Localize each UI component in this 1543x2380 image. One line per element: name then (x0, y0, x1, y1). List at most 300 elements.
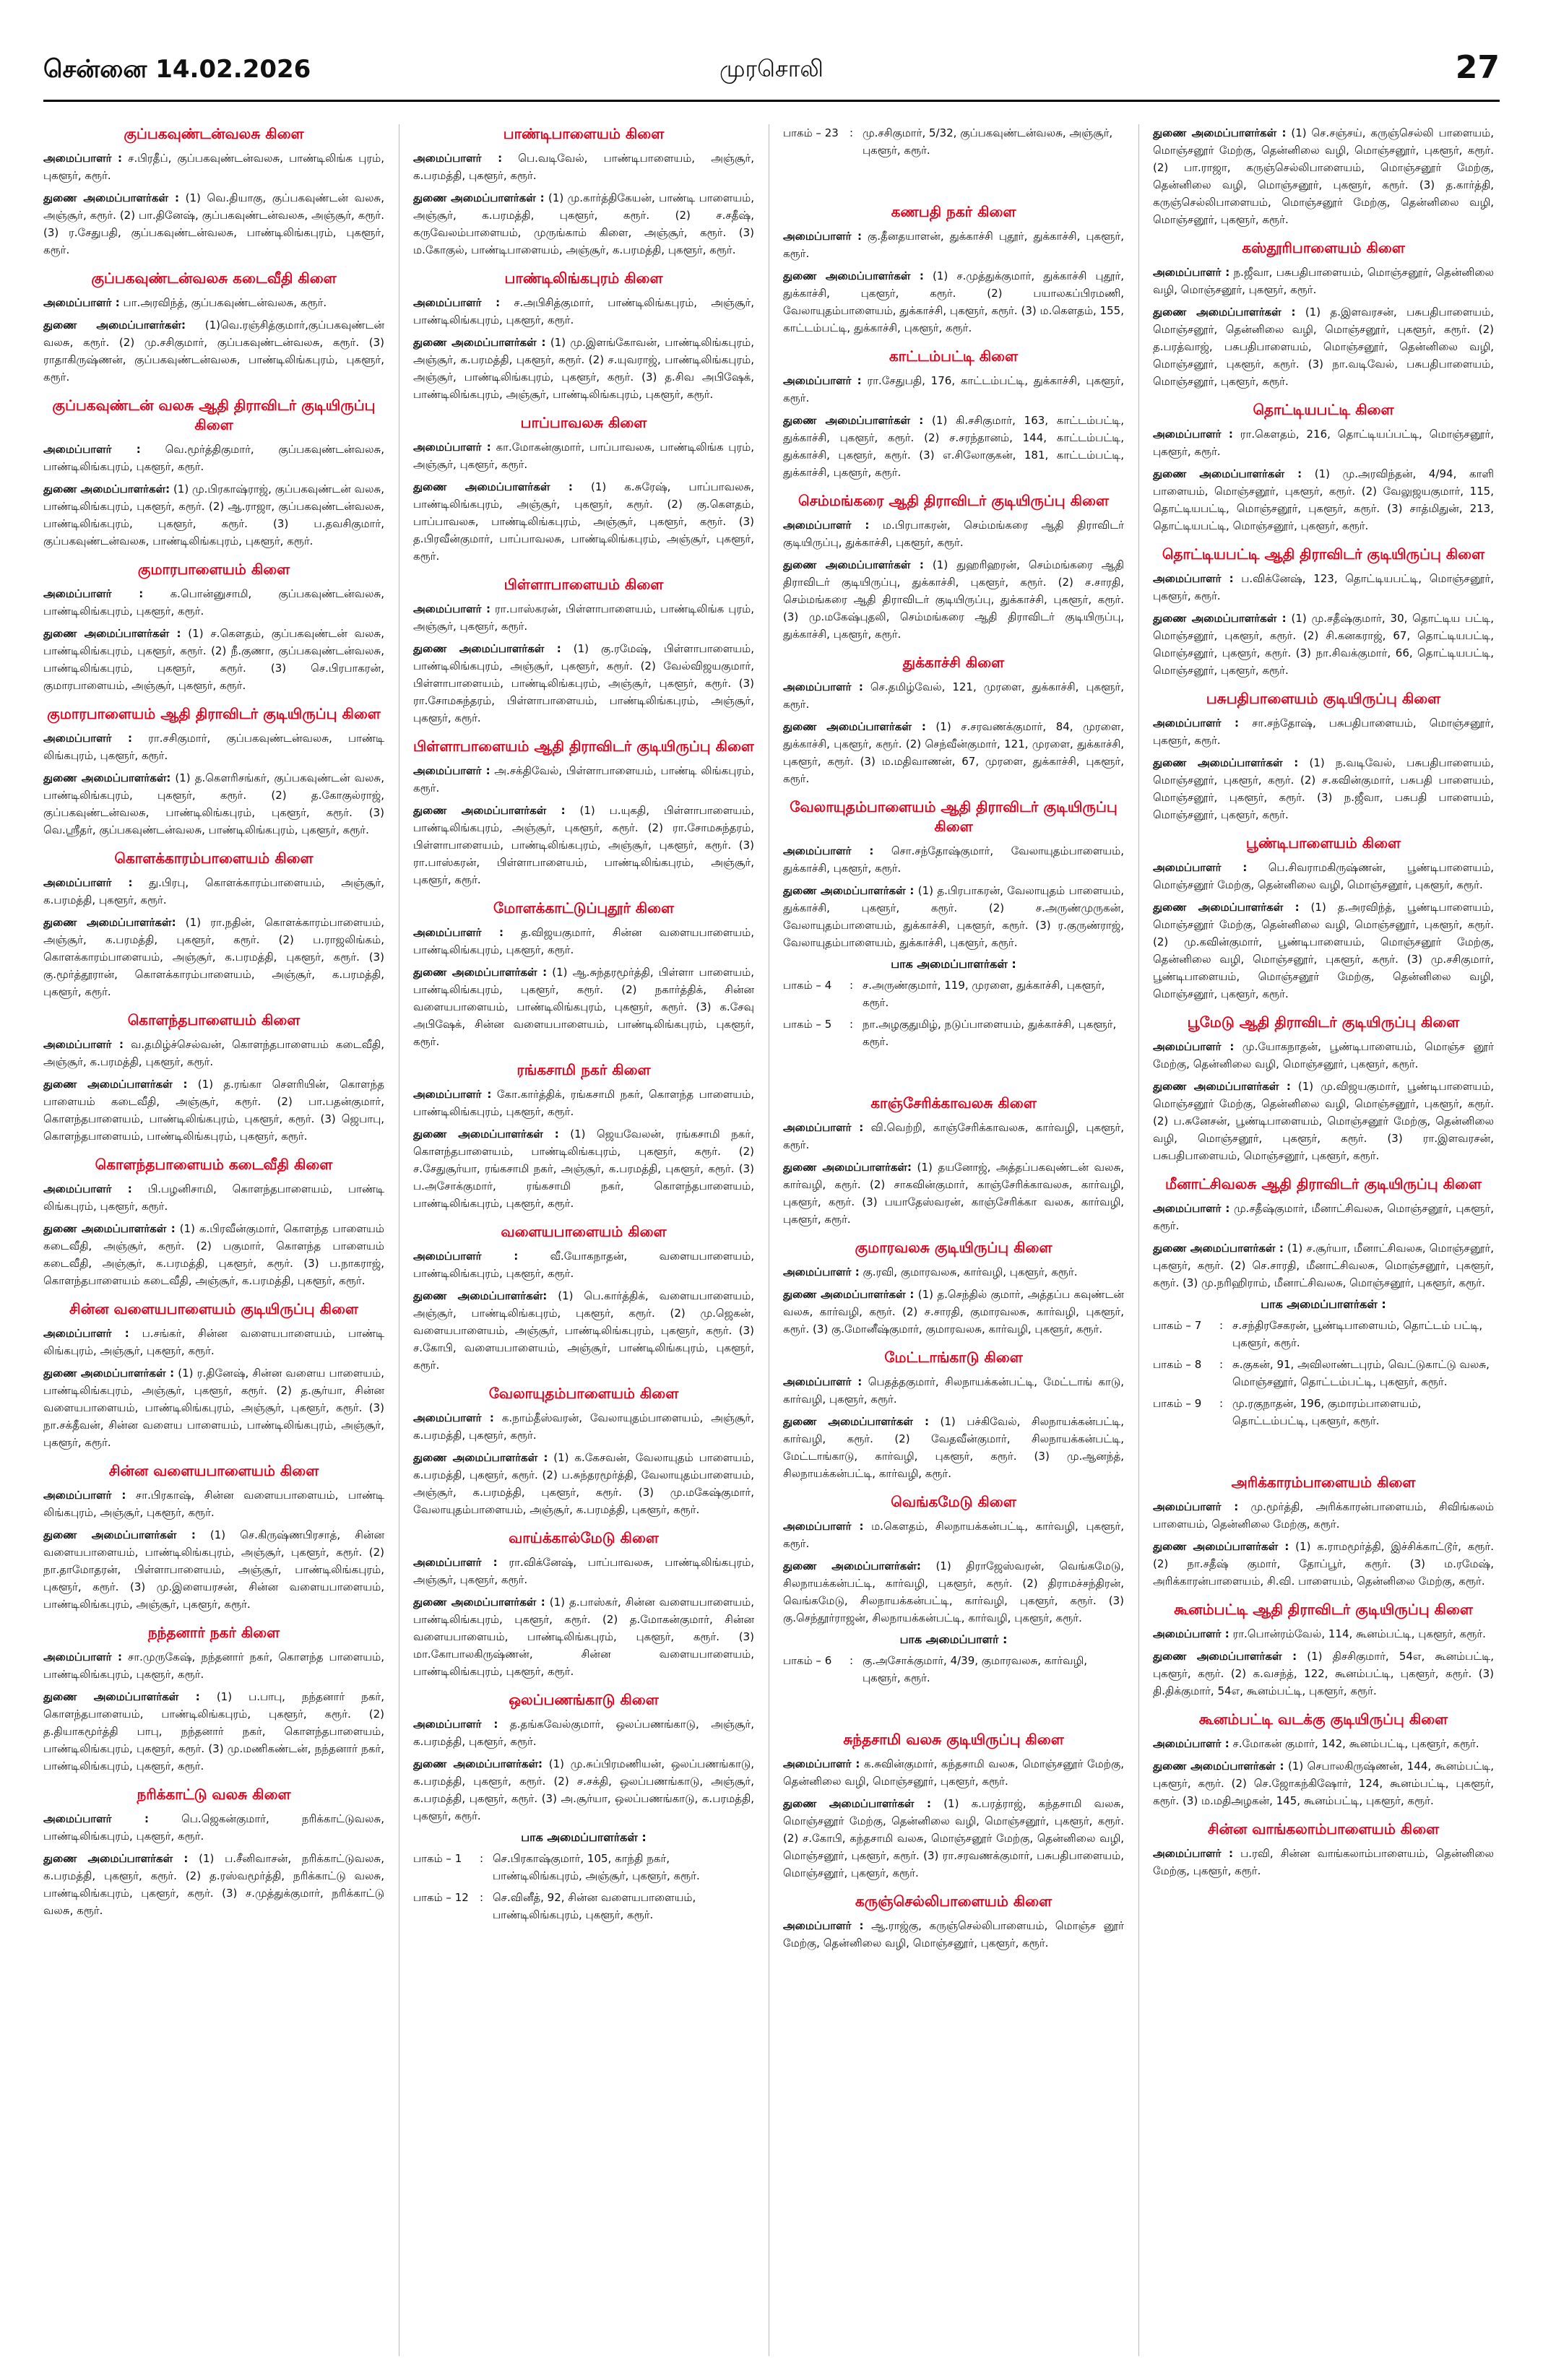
separator: : (1219, 1319, 1224, 1332)
booth-organiser-details: நா.அழகுதுமிழ், நடுப்பாளையம், துக்காச்சி, புகளூர், கரூர். (863, 1018, 1117, 1048)
booth-organiser-row (783, 124, 1124, 159)
appointment-entry (1153, 1538, 1494, 1590)
appointment-entry (783, 1119, 1124, 1154)
appointee-details: கு.தீனதயாளன், துக்காச்சி புதூர், துக்காச்சி, புகளூர், கரூர். (783, 230, 1124, 260)
booth-organisers-heading: பாக அமைப்பாளர்கள் : (1261, 1297, 1386, 1311)
appointee-details: செ.தமிழ்வேல், 121, முரளை, துக்காச்சி, புகளூர், கரூர். (783, 680, 1124, 711)
role-label: அமைப்பாளர் : (413, 602, 490, 615)
appointee-details: வி.வெற்றி, காஞ்சேரிக்காவலசு, கார்வழி, புகளூர், கரூர். (783, 1121, 1124, 1151)
branch-heading: வாய்க்கால்மேடு கிளை (509, 1529, 659, 1546)
role-label: துணை அமைப்பாளர்கள்: (43, 771, 171, 784)
appointee-details: பெதத்தகுமார், சிலநாயக்கன்பட்டி, மேட்டாங் காடு, கார்வழி, புகளூர், கரூர். (783, 1375, 1124, 1406)
role-label: அமைப்பாளர் : (413, 1411, 494, 1424)
branch-heading: பாப்பாவலசு கிளை (520, 414, 647, 431)
appointment-entry (1153, 1625, 1494, 1643)
appointee-details: ப.சங்கர், சின்ன வளையபாளையம், பாண்டி லிங்கபுரம், அஞ்சூர், புகளூர், கரூர். (43, 1327, 384, 1357)
appointment-entry (783, 1263, 1124, 1281)
appointment-entry (43, 625, 384, 694)
appointee-details: (1) ரா.நதின், கொளக்காரம்பாளையம், அஞ்சூர், க.பரமத்தி, புகளூர், கரூர். (2) ப.ராஜலிங்கம், கொளக்காரம்பாளையம், அஞ்சூர், க.பரமத்தி, புகளூர், கரூர். (3) கு.மூர்த்தூரான், கொளக்காரம்பாளையம், அஞ்சூர், க.பரமத்தி, புகளூர், கரூர். (43, 916, 384, 998)
role-label: அமைப்பாளர் : (43, 1812, 150, 1825)
role-label: அமைப்பாளர் : (1153, 1500, 1239, 1513)
role-label: அமைப்பாளர் : (413, 1556, 498, 1569)
appointee-details: பெ.ஜெகன்குமார், நரிக்காட்டுவலசு, பாண்டிலிங்கபுரம், புகளூர், கரூர். (43, 1812, 384, 1843)
role-label: அமைப்பாளர் : (783, 680, 863, 693)
role-label: துணை அமைப்பாளர்கள் : (413, 1451, 548, 1464)
spacer (783, 163, 1124, 192)
role-label: அமைப்பாளர் : (783, 230, 862, 243)
appointee-details: (1) க.கேசவன், வேலாயுதம் பாளையம், க.பரமத்தி, புகளூர், கரூர். (2) ப.சுந்தரமூர்த்தி, வேலாயுதம்பாளையம், அஞ்சூர், க.பரமத்தி, புகளூர், கரூர். (3) மு.மகேஷ்குமார், வேலாயுதம்பாளையம், அஞ்சூர், க.பரமத்தி, புகளூர், கரூர். (413, 1451, 754, 1516)
appointment-entry (413, 1287, 754, 1374)
role-label: துணை அமைப்பாளர்கள் : (413, 336, 546, 349)
role-label: அமைப்பாளர் : (783, 1265, 860, 1278)
appointment-entry (43, 1036, 384, 1070)
appointee-details: (1) மு.கார்த்திகேயன், பாண்டி பாளையம், அஞ்சூர், க.பரமத்தி, புகளூர், கரூர். (2) ச.சதீஷ், கருவேலம்பாளையம், முருங்காம் கிளை, அஞ்சூர், கரூர். (3) ம.கோகுல், பாண்டிபாளையம், அஞ்சூர், க.பரமத்தி, புகளூர், கரூர். (413, 191, 754, 256)
branch-heading: அரிக்காரம்பாளையம் கிளை (1231, 1474, 1416, 1491)
appointment-entry (783, 1159, 1124, 1228)
appointee-details: (1) வெ.தியாகு, குப்பகவுண்டன் வலசு, அஞ்சூர், கரூர். (2) பா.தினேஷ், குப்பகவுண்டன்வலசு, அஞ்சூர், கரூர். (3) ர.சேதுபதி, குப்பகவுண்டன்வலசு, பாண்டிலிங்கபுரம், புகளூர், கரூர். (43, 191, 384, 256)
separator: : (850, 1654, 854, 1667)
role-label: அமைப்பாளர் : (783, 1375, 863, 1388)
appointee-details: (1) த.பிரபாகரன், வேலாயுதம் பாளையம், துக்காச்சி, புகளூர், கரூர். (2) ச.அருண்முருகன், வேலாயுதம்பாளையம், துக்காச்சி, புகளூர், கரூர். (3) ர.குருண்ராஜ், வேலாயுதம்பாளையம், துக்காச்சி, புகளூர், கரூர். (783, 884, 1124, 949)
booth-organiser-row (783, 1652, 1124, 1687)
role-label: துணை அமைப்பாளர்கள் : (1153, 1540, 1289, 1553)
appointment-entry (413, 150, 754, 184)
role-label: அமைப்பாளர் : (413, 1718, 498, 1731)
appointment-entry (1153, 264, 1494, 298)
appointee-details: மு.மூர்த்தி, அரிக்காரன்பாளையம், சிவிங்கலம் பாளையம், தென்னிலை மேற்கு, கரூர். (1153, 1500, 1494, 1531)
appointment-entry (783, 412, 1124, 481)
appointment-entry (1153, 124, 1494, 228)
booth-organiser-details: கு.அசோக்குமார், 4/39, குமாரவலசு, கார்வழி, புகளூர், கரூர். (863, 1654, 1087, 1684)
branch-heading: நரிக்காட்டு வலசு கிளை (137, 1786, 291, 1803)
branch-heading: தொட்டியபட்டி கிளை (1253, 401, 1394, 418)
appointee-details: பெ.வடிவேல், பாண்டிபாளையம், அஞ்சூர், க.பரமத்தி, புகளூர், கரூர். (413, 152, 754, 182)
role-label: துணை அமைப்பாளர்கள் : (1153, 467, 1302, 480)
appointment-entry (413, 438, 754, 473)
branch-heading: வெங்கமேடு கிளை (891, 1493, 1016, 1510)
branch-heading: பாண்டிலிங்கபுரம் கிளை (504, 269, 663, 287)
appointee-details: (1) த.அரவிந்த், பூண்டிபாளையம், மொஞ்சனூர் மேற்கு, தென்னிலை வழி, மொஞ்சனூர், புகளூர், கரூர். (2) மு.கவின்குமார், பூண்டிபாளையம், மொஞ்சனூர் மேற்கு, தென்னிலை வழி, மொஞ்சனூர், புகளூர், கரூர். (3) மு.சசிகுமார், பூண்டிபாளையம், மொஞ்சனூர் மேற்கு, தென்னிலை வழி, மொஞ்சனூர், புகளூர், கரூர். (1153, 901, 1494, 1000)
appointment-entry (413, 1086, 754, 1120)
appointment-entry (1153, 1498, 1494, 1533)
appointment-entry (1153, 425, 1494, 460)
appointment-entry (43, 585, 384, 620)
booth-number: பாகம் – 4 (783, 979, 832, 992)
role-label: அமைப்பாளர் : (43, 1650, 122, 1663)
role-label: துணை அமைப்பாளர்கள் : (413, 804, 566, 817)
appointee-details: மு.யோகநாதன், பூண்டிபாளையம், மொஞ்ச னூர் மேற்கு, தென்னிலை வழி, மொஞ்சனூர், புகளூர், கரூர். (1153, 1040, 1494, 1070)
appointee-details: (1)வெ.ரஞ்சித்குமார்,குப்பகவுண்டன் வலசு, கரூர். (2) மு.சசிகுமார், குப்பகவுண்டன்வலசு, கரூர். (3) ராதாகிருஷ்ணன், குப்பகவுண்டன்வலசு, பாண்டிலிங்கபுரம், புகளூர், கரூர். (43, 319, 384, 384)
separator: : (1219, 1397, 1224, 1410)
appointee-details: ரா.விக்னேஷ், பாப்பாவலசு, பாண்டிலிங்கபுரம், அஞ்சூர், புகளூர், கரூர். (413, 1556, 754, 1586)
appointee-details: ச.அபிசித்குமார், பாண்டிலிங்கபுரம், அஞ்சூர், பாண்டிலிங்கபுரம், புகளூர், கரூர். (413, 296, 754, 326)
role-label: துணை அமைப்பாளர்கள்: (413, 1757, 543, 1770)
role-label: அமைப்பாளர் : (43, 152, 123, 165)
appointee-details: (1) கு.ரமேஷ், பிள்ளாபாளையம், பாண்டிலிங்கபுரம், அஞ்சூர், புகளூர், கரூர். (2) வேல்விஜயகுமார், பிள்ளாபாளையம், பாண்டிலிங்கபுரம், அஞ்சூர், புகளூர், கரூர். (3) ரா.சோமசுந்தரம், பிள்ளாபாளையம், பாண்டிலிங்கபுரம், அஞ்சூர், புகளூர், கரூர். (413, 642, 754, 724)
branch-heading: துக்காச்சி கிளை (902, 654, 1005, 671)
branch-heading: பசுபதிபாளையம் குடியிருப்பு கிளை (1206, 690, 1441, 707)
appointee-details: (1) பெ.கார்த்திக், வளையபாளையம், அஞ்சூர், பாண்டிலிங்கபுரம், புகளூர், கரூர். (2) மு.ஜெகன், வளையபாளையம், அஞ்சூர், பாண்டிலிங்கபுரம், புகளூர், கரூர். (3) ச.கோபி, வளையபாளையம், அஞ்சூர், பாண்டிலிங்கபுரம், புகளூர், கரூர். (413, 1289, 754, 1372)
role-label: அமைப்பாளர் : (43, 1038, 124, 1051)
appointee-details: (1) கி.சசிகுமார், 163, காட்டம்பட்டி, துக்காச்சி, புகளூர், கரூர். (2) ச.சரந்தானம், 144, காட்டம்பட்டி, துக்காச்சி, புகளூர், கரூர். (3) எ.சிலோகுகன், 181, காட்டம்பட்டி, துக்காச்சி, புகளூர், கரூர். (783, 414, 1124, 479)
role-label: அமைப்பாளர் : (1153, 266, 1230, 279)
role-label: துணை அமைப்பாளர்கள் : (1153, 756, 1299, 769)
appointment-entry (413, 478, 754, 565)
booth-number: பாகம் – 7 (1153, 1319, 1202, 1332)
role-label: அமைப்பாளர் : (43, 296, 120, 309)
role-label: துணை அமைப்பாளர்கள் : (783, 1415, 929, 1428)
booth-number: பாகம் – 9 (1153, 1397, 1202, 1410)
role-label: துணை அமைப்பாளர்கள்: (413, 1289, 548, 1302)
role-label: துணை அமைப்பாளர்கள்: (43, 916, 176, 929)
branch-heading: நந்தனார் நகர் கிளை (147, 1624, 280, 1641)
appointment-entry (1153, 1648, 1494, 1700)
role-label: அமைப்பாளர் : (413, 152, 503, 165)
appointee-details: (1) திராஜேஸ்வரன், வெங்கமேடு, சிலநாயக்கன்பட்டி, கார்வழி, புகளூர், கரூர். (2) திராமச்சந்திரன், வெங்கமேடு, சிலநாயக்கன்பட்டி, கார்வழி, புகளூர், கரூர். (3) கு.செந்தூர்ராஜன், சிலநாயக்கன்பட்டி, கார்வழி, புகளூர், கரூர். (783, 1559, 1124, 1624)
booth-organiser-details: செ.பிரகாஷ்குமார், 105, காந்தி நகர், பாண்டிலிங்கபுரம், அஞ்சூர், புகளூர், கரூர். (493, 1852, 700, 1882)
appointment-entry (1153, 1200, 1494, 1234)
role-label: துணை அமைப்பாளர்கள் : (43, 1078, 188, 1091)
appointment-entry (413, 1247, 754, 1282)
appointment-entry (43, 1220, 384, 1289)
branch-heading: சின்ன வளையபாளையம் கிளை (108, 1462, 319, 1479)
branch-heading: வளையபாளையம் கிளை (501, 1223, 667, 1240)
appointee-details: (1) க.பிரவீன்குமார், கொளந்த பாளையம் கடைவீதி, அஞ்சூர், கரூர். (2) பகுமார், கொளந்த பாளையம் கடைவீதி, அஞ்சூர், க.பரமத்தி, புகளூர், கரூர். (3) ப.நாகராஜ், கொளந்தபாளையம் கடைவீதி, அஞ்சூர், க.பரமத்தி, புகளூர், கரூர். (43, 1222, 384, 1287)
appointee-details: பா.அரவிந்த், குப்பகவுண்டன்வலசு, கரூர். (119, 296, 327, 309)
booth-organiser-details: மு.சசிகுமார், 5/32, குப்பகவுண்டன்வலசு, அஞ்சூர், புகளூர், கரூர். (863, 126, 1113, 157)
appointment-entry (413, 1715, 754, 1750)
appointee-details: வெ.மூர்த்திகுமார், குப்பகவுண்டன்வலசு, பாண்டிலிங்கபுரம், புகளூர், கரூர். (43, 443, 384, 473)
appointee-details: (1) ச.கௌதம், குப்பகவுண்டன் வலசு, பாண்டிலிங்கபுரம், புகளூர், கரூர். (2) நீ.குணா, குப்பகவுண்டன்வலசு, பாண்டிலிங்கபுரம், புகளூர், கரூர். (3) செ.பிரபாகரன், குமாரபாளையம், அஞ்சூர், புகளூர், கரூர். (43, 627, 384, 692)
appointment-entry (783, 1755, 1124, 1790)
appointment-entry (783, 718, 1124, 787)
column-2 (413, 124, 754, 2356)
role-label: துணை அமைப்பாளர்கள் : (43, 1367, 175, 1380)
appointment-entry (1153, 610, 1494, 679)
branch-heading: சின்ன வாங்கலாம்பாளையம் கிளை (1207, 1820, 1440, 1838)
booth-organiser-row (413, 1889, 754, 1924)
role-label: துணை அமைப்பாளர்கள் : (43, 1690, 200, 1703)
role-label: துணை அமைப்பாளர்கள் : (1153, 901, 1300, 914)
role-label: துணை அமைப்பாளர்கள் : (43, 1528, 196, 1541)
appointment-entry (413, 1755, 754, 1825)
role-label: அமைப்பாளர் : (783, 1520, 864, 1533)
spacer (1153, 1434, 1494, 1463)
appointee-details: (1) மு.இளங்கோவன், பாண்டிலிங்கபுரம், அஞ்சூர், க.பரமத்தி, புகளூர், கரூர். (2) ச.யுவராஜ், பாண்டிலிங்கபுரம், அஞ்சூர், பாண்டிலிங்கபுரம், புகளூர், கரூர். (3) த.சிவ அபிஷேக், பாண்டிலிங்கபுரம், அஞ்சூர், பாண்டிலிங்கபுரம், புகளூர், கரூர். (413, 336, 754, 401)
role-label: துணை அமைப்பாளர்கள் : (783, 1288, 915, 1301)
separator: : (850, 979, 854, 992)
appointment-entry (43, 1850, 384, 1919)
appointee-details: (1) மு.சுப்பிரமணியன், ஒலப்பணங்காடு, க.பரமத்தி, புகளூர், கரூர். (2) ச.சக்தி, ஒலப்பணங்காடு, அஞ்சூர், க.பரமத்தி, புகளூர், கரூர். (3) அ.சூர்யா, ஒலப்பணங்காடு, க.பரமத்தி, புகளூர், கரூர். (413, 1757, 754, 1822)
branch-heading: மேட்டாங்காடு கிளை (884, 1349, 1023, 1366)
role-label: துணை அமைப்பாளர்கள் : (783, 720, 926, 733)
appointment-entry (1153, 303, 1494, 390)
role-label: அமைப்பாளர் : (1153, 717, 1239, 730)
appointee-details: ம.கௌதம், சிலநாயக்கன்பட்டி, கார்வழி, புகளூர், கரூர். (783, 1520, 1124, 1550)
article-columns (43, 124, 1500, 2356)
appointment-entry (43, 316, 384, 386)
role-label: துணை அமைப்பாளர்கள் : (43, 191, 180, 204)
appointee-details: (1) த.பாஸ்கர், சின்ன வளையபாளையம், பாண்டிலிங்கபுரம், புகளூர், கரூர். (2) த.மோகன்குமார், சின்ன வளையபாளையம், பாண்டிலிங்கபுரம், புகளூர், கரூர். (3) மா.கோபாலகிருஷ்ணன், சின்ன வளையபாளையம், பாண்டிலிங்கபுரம், புகளூர், கரூர். (413, 1596, 754, 1678)
role-label: துணை அமைப்பாளர்கள்: (43, 483, 170, 496)
appointee-details: ப.ரவி, சின்ன வாங்கலாம்பாளையம், தென்னிலை மேற்கு, புகளூர், கரூர். (1153, 1847, 1494, 1877)
appointee-details: (1) செபாலகிருஷ்ணன், 144, கூனம்பட்டி, புகளூர், கரூர். (2) செ.ஜோகந்கிஷோர், 124, கூனம்பட்டி, புகளூர், கரூர். (3) ம.மதிஅழகன், 145, கூனம்பட்டி, புகளூர், கரூர். (1153, 1760, 1494, 1807)
appointee-details: க.நாம்தீஸ்வரன், வேலாயுதம்பாளையம், அஞ்சூர், க.பரமத்தி, புகளூர், கரூர். (413, 1411, 754, 1442)
appointment-entry (783, 1795, 1124, 1882)
role-label: துணை அமைப்பாளர்கள் : (1153, 1650, 1297, 1663)
role-label: அமைப்பாளர் : (413, 296, 501, 309)
appointment-entry (43, 1526, 384, 1613)
role-label: துணை அமைப்பாளர்கள் : (413, 480, 573, 493)
role-label: துணை அமைப்பாளர்கள் : (1153, 612, 1287, 625)
role-label: துணை அமைப்பாளர்கள் : (413, 642, 561, 655)
branch-heading: குப்பகவுண்டன் வலசு ஆதி திராவிடர் குடியிருப்பு கிளை (52, 397, 376, 433)
branch-heading: மீனாட்சிவலசு ஆதி திராவிடர் குடியிருப்பு கிளை (1165, 1175, 1482, 1193)
appointment-entry (413, 1409, 754, 1444)
role-label: அமைப்பாளர் : (1153, 1847, 1234, 1860)
branch-heading: கொளந்தபாளையம் கிளை (127, 1011, 301, 1029)
appointee-details: ச.பிரதீப், குப்பகவுண்டன்வலசு, பாண்டிலிங்க புரம், புகளூர், கரூர். (43, 152, 384, 182)
role-label: துணை அமைப்பாளர்கள் : (783, 884, 915, 897)
role-label: துணை அமைப்பாளர்கள் : (413, 191, 545, 204)
column-1 (43, 124, 384, 2356)
appointment-entry (43, 1076, 384, 1145)
role-label: துணை அமைப்பாளர்கள் : (1153, 126, 1287, 139)
appointment-entry (413, 1593, 754, 1680)
booth-number: பாகம் – 12 (413, 1891, 469, 1904)
role-label: அமைப்பாளர் : (1153, 1737, 1229, 1750)
booth-organiser-details: ச.அருண்குமார், 119, முரளை, துக்காச்சி, புகளூர், கரூர். (863, 979, 1105, 1009)
appointment-entry (413, 189, 754, 259)
appointment-entry (783, 1413, 1124, 1482)
column-3 (783, 124, 1124, 2356)
appointee-details: (1) மு.அரவிந்தன், 4/94, காளி பாளையம், மொஞ்சனூர், புகளூர், கரூர். (2) வேலுஜயகுமார், 115, தொட்டியபட்டி, மொஞ்சனூர், புகளூர், கரூர். (3) சாத்மிதுன், 213, தொட்டியபட்டி, மொஞ்சனூர், புகளூர், கரூர். (1153, 467, 1494, 532)
appointee-details: க.பொன்னுசாமி, குப்பகவுண்டன்வலசு, பாண்டிலிங்கபுரம், புகளூர், கரூர். (43, 587, 384, 618)
separator: : (850, 1018, 854, 1031)
appointee-details: ரா.சேதுபதி, 176, காட்டம்பட்டி, துக்காச்சி, புகளூர், கரூர். (783, 374, 1124, 404)
branch-heading: கூனம்பட்டி ஆதி திராவிடர் குடியிருப்பு கிளை (1174, 1601, 1473, 1618)
role-label: அமைப்பாளர் : (43, 1182, 132, 1195)
role-label: துணை அமைப்பாளர்கள் : (1153, 306, 1296, 319)
role-label: அமைப்பாளர் : (413, 1250, 519, 1263)
role-label: அமைப்பாளர் : (783, 519, 870, 532)
appointment-entry (783, 1286, 1124, 1338)
booth-organisers-heading: பாக அமைப்பாளர்கள் : (521, 1830, 647, 1844)
branch-heading: சின்ன வளையபாளையம் குடியிருப்பு கிளை (69, 1300, 358, 1317)
booth-organiser-details: ச.சந்திரசேகரன், பூண்டிபாளையம், தொட்டம் பட்டி, புகளூர், கரூர். (1232, 1319, 1483, 1349)
role-label: அமைப்பாளர் : (783, 374, 862, 387)
appointment-entry (1153, 1757, 1494, 1809)
appointee-details: க.சுவின்குமார், கந்தசாமி வலசு, மொஞ்சனூர் மேற்கு, தென்னிலை வழி, மொஞ்சனூர், புகளூர், கரூர். (783, 1757, 1124, 1788)
appointment-entry (43, 1364, 384, 1451)
role-label: அமைப்பாளர் : (413, 764, 490, 777)
appointment-entry (413, 1554, 754, 1588)
branch-heading: மோளக்காட்டுப்புதூர் கிளை (493, 899, 675, 917)
role-label: அமைப்பாளர் : (43, 876, 133, 889)
branch-heading: பிள்ளாபாளையம் கிளை (503, 576, 664, 593)
appointment-entry (783, 267, 1124, 337)
booth-organiser-row (1153, 1395, 1494, 1429)
appointment-entry (43, 441, 384, 475)
appointee-details: அ.சக்திவேல், பிள்ளாபாளையம், பாண்டி லிங்கபுரம், கரூர். (413, 764, 754, 795)
appointment-entry (1153, 754, 1494, 823)
appointment-entry (43, 1810, 384, 1845)
appointee-details: (1) செ.சஞ்சய், கருஞ்செல்லி பாளையம், மொஞ்சனூர் மேற்கு, தென்னிலை வழி, மொஞ்சனூர், புகளூர், கரூர். (2) பா.ராஜா, கருஞ்செல்லிபாளையம், மொஞ்சனூர் மேற்கு, தென்னிலை வழி, மொஞ்சனூர், புகளூர், கரூர். (3) த.கார்த்தி, கருஞ்செல்லிபாளையம், மொஞ்சனூர் மேற்கு, தென்னிலை வழி, மொஞ்சனூர், புகளூர், கரூர். (1153, 126, 1494, 226)
role-label: துணை அமைப்பாளர்கள்: (43, 319, 186, 332)
appointee-details: (1) ச.சூர்யா, மீனாட்சிவலசு, மொஞ்சனூர், புகளூர், கரூர். (2) செ.சாரதி, மீனாட்சிவலசு, மொஞ்சனூர், புகளூர், கரூர். (3) மு.நரிஹிராம், மீனாட்சிவலசு, மொஞ்சனூர், புகளூர், கரூர். (1153, 1242, 1494, 1289)
branch-heading: கொளந்தபாளையம் கடைவீதி கிளை (95, 1156, 333, 1173)
role-label: அமைப்பாளர் : (43, 732, 133, 745)
appointee-details: (1) பச்கிவேல், சிலநாயக்கன்பட்டி, கார்வழி, கரூர். (2) வேதவீன்குமார், சிலநாயக்கன்பட்டி, மேட்டாங்காடு, கார்வழி, புகளூர், கரூர். (3) மு.ஆனந்த், சிலநாயக்கன்பட்டி, கார்வழி, கரூர். (783, 1415, 1124, 1480)
appointment-entry (43, 1325, 384, 1359)
spacer (783, 1055, 1124, 1083)
appointee-details: ந.ஜீவா, பசுபதிபாளையம், மொஞ்சனூர், தென்னிலை வழி, மொஞ்சனூர், புகளூர், கரூர். (1153, 266, 1494, 296)
branch-heading: காஞ்சேரிக்காவலசு கிளை (870, 1094, 1037, 1112)
role-label: அமைப்பாளர் : (1153, 1040, 1235, 1053)
booth-number: பாகம் – 1 (413, 1852, 462, 1865)
role-label: அமைப்பாளர் : (1153, 861, 1248, 874)
appointment-entry (43, 1648, 384, 1683)
appointee-details: (1) மு.விஜயகுமார், பூண்டிபாளையம், மொஞ்சனூர் மேற்கு, தென்னிலை வழி, மொஞ்சனூர், புகளூர், கரூர். (2) ப.சுனேசன், பூண்டிபாளையம், மொஞ்சனூர் மேற்கு, தென்னிலை வழி, மொஞ்சனூர், புகளூர், கரூர். (3) ரா.இளவரசன், பசுபதிபாளையம், மொஞ்சனூர், புகளூர், கரூர். (1153, 1080, 1494, 1162)
appointee-details: த.விஜயகுமார், சின்ன வளையபாளையம், பாண்டிலிங்கபுரம், புகளூர், கரூர். (413, 926, 754, 956)
branch-heading: செம்மங்கரை ஆதி திராவிடர் குடியிருப்பு கிளை (798, 492, 1109, 509)
appointment-entry (1153, 465, 1494, 535)
branch-heading: குமாரபாளையம் கிளை (137, 561, 290, 578)
branch-heading: கூனம்பட்டி வடக்கு குடியிருப்பு கிளை (1198, 1710, 1448, 1728)
appointee-details: (1) மு.பிரகாஷ்ராஜ், குப்பகவுண்டன் வலசு, பாண்டிலிங்கபுரம், புகளூர், கரூர். (2) ஆ.ராஜா, குப்பகவுண்டன்வலசு, பாண்டிலிங்கபுரம், புகளூர், கரூர். (3) ப.தவசிகுமார், குப்பகவுண்டன்வலசு, பாண்டிலிங்கபுரம், புகளூர், கரூர். (43, 483, 384, 548)
role-label: அமைப்பாளர் : (783, 844, 874, 857)
appointee-details: ரா.கௌதம், 216, தொட்டியப்பட்டி, மொஞ்சனூர், புகளூர், கரூர். (1153, 428, 1494, 458)
appointee-details: சா.முருகேஷ், நந்தனார் நகர், கொளந்த பாளையம், பாண்டிலிங்கபுரம், புகளூர், கரூர். (43, 1650, 384, 1681)
appointment-entry (413, 924, 754, 959)
spacer (783, 1691, 1124, 1720)
appointee-details: (1) ச.சரவணக்குமார், 84, முரளை, துக்காச்சி, புகளூர், கரூர். (2) செந்வீன்குமார், 121, முரளை, துக்காச்சி, புகளூர், கரூர். (3) ம.மதிவாணன், 67, முரளை, துக்காச்சி, புகளூர், கரூர். (783, 720, 1124, 785)
separator: : (480, 1891, 484, 1904)
appointee-details: ரா.பொன்ரம்வேல், 114, கூனம்பட்டி, புகளூர், கரூர். (1229, 1627, 1486, 1640)
appointee-details: பி.பழனிசாமி, கொளந்தபாளையம், பாண்டி லிங்கபுரம், புகளூர், கரூர். (43, 1182, 384, 1213)
appointee-details: (1) க.சுரேஷ், பாப்பாவலசு, பாண்டிலிங்கபுரம், அஞ்சூர், புகளூர், கரூர். (2) கு.கௌதம், பாப்பாவலசு, பாண்டிலிங்கபுரம், அஞ்சூர், புகளூர், கரூர். (3) த.பிரவீன்குமார், பாப்பாவலசு, பாண்டிலிங்கபுரம், அஞ்சூர், புகளூர், கரூர். (413, 480, 754, 563)
role-label: அமைப்பாளர் : (43, 1327, 129, 1340)
appointee-details: வீ.யோகநாதன், வளையபாளையம், பாண்டிலிங்கபுரம், புகளூர், கரூர். (413, 1250, 754, 1280)
appointment-entry (413, 964, 754, 1050)
appointment-entry (43, 914, 384, 1000)
booth-organiser-details: சு.குகன், 91, அவிலாண்டபுரம், வெட்டுகாட்டு வலசு, மொஞ்சனூர், தொட்டம்பட்டி, புகளூர், கரூர். (1232, 1358, 1490, 1388)
appointee-details: (1) த.செந்தில் குமார், அத்தப்ப கவுண்டன் வலசு, கார்வழி, கரூர். (2) ச.சாரதி, குமாரவலசு, கார்வழி, புகளூர், கரூர். (3) கு.மோனீஷ்குமார், குமாரவலசு, கார்வழி, புகளூர், கரூர். (783, 1288, 1124, 1336)
appointee-details: (1) தயனோஜ், அத்தப்பகவுண்டன் வலசு, கார்வழி, கரூர். (2) சாகவின்குமார், காஞ்சேரிக்காவலசு, கார்வழி, புகளூர், கரூர். (3) பயாதேஸ்வரன், காஞ்சேரிக்கா வலசு, கார்வழி, புகளூர், கரூர். (783, 1161, 1124, 1226)
role-label: அமைப்பாளர் : (1153, 428, 1233, 441)
appointee-details: (1) ஜெயவேலன், ரங்கசாமி நகர், கொளந்தபாளையம், பாண்டிலிங்கபுரம், புகளூர், கரூர். (2) ச.சேதுசூர்யா, ரங்கசாமி நகர், அஞ்சூர், க.பரமத்தி, புகளூர், கரூர். (3) ப.அசோக்குமார், ரங்கசாமி நகர், கொளந்தபாளையம், பாண்டிலிங்கபுரம், புகளூர், கரூர். (413, 1128, 754, 1210)
appointee-details: ரா.சசிகுமார், குப்பகவுண்டன்வலசு, பாண்டி லிங்கபுரம், புகளூர், கரூர். (43, 732, 384, 762)
booth-number: பாகம் – 6 (783, 1654, 832, 1667)
appointee-details: (1) துஹரிஹரன், செம்மங்கரை ஆதி திராவிடர் குடியிருப்பு, துக்காச்சி, புகளூர், கரூர். (2) ச.சாரதி, செம்மங்கரை ஆதி திராவிடர் குடியிருப்பு, துக்காச்சி, புகளூர், கரூர். (3) மு.மகேஷ்புதலி, செம்மங்கரை ஆதி திராவிடர் குடியிருப்பு, துக்காச்சி, புகளூர், கரூர். (783, 558, 1124, 641)
separator: : (480, 1852, 484, 1865)
appointment-entry (783, 1373, 1124, 1408)
appointee-details: ப.விக்னேஷ், 123, தொட்டியபட்டி, மொஞ்சனூர், புகளூர், கரூர். (1153, 572, 1494, 602)
appointment-entry (783, 516, 1124, 551)
appointment-entry (43, 189, 384, 259)
appointment-entry (43, 730, 384, 764)
appointee-details: ச.மோகன் குமார், 142, கூனம்பட்டி, புகளூர், கரூர். (1229, 1737, 1479, 1750)
branch-heading: சுந்தசாமி வலசு குடியிருப்பு கிளை (843, 1731, 1064, 1748)
booth-number: பாகம் – 23 (783, 126, 839, 139)
role-label: துணை அமைப்பாளர்கள் : (1153, 1080, 1291, 1093)
appointment-entry (413, 640, 754, 727)
appointee-details: சொ.சந்தோஷ்குமார், வேலாயுதம்பாளையம், துக்காச்சி, புகளூர், கரூர். (783, 844, 1124, 875)
appointment-entry (43, 480, 384, 550)
appointee-details: சா.பிரகாஷ், சின்ன வளையபாளையம், பாண்டி லிங்கபுரம், அஞ்சூர், புகளூர், கரூர். (43, 1489, 384, 1519)
appointment-entry (783, 1557, 1124, 1627)
appointee-details: ரா.பாஸ்கரன், பிள்ளாபாளையம், பாண்டிலிங்க புரம், அஞ்சூர், புகளூர், கரூர். (413, 602, 754, 633)
role-label: அமைப்பாளர் : (1153, 572, 1234, 585)
appointee-details: (1) ச.முத்துக்குமார், துக்காச்சி புதூர், துக்காச்சி, புகளூர், கரூர். (2) பயாலகப்பிரமணி, வேலாயுதம்பாளையம், துக்காச்சி, புகளூர், கரூர். (3) ம.கௌதம், 155, காட்டம்பட்டி, துக்காச்சி, புகளூர், கரூர். (783, 269, 1124, 334)
branch-heading: பூமேடு ஆதி திராவிடர் குடியிருப்பு கிளை (1187, 1013, 1460, 1031)
appointment-entry (1153, 1239, 1494, 1291)
appointment-entry (1153, 1038, 1494, 1073)
appointee-details: (1) ப.பாபு, நந்தனார் நகர், கொளந்தபாளையம், பாண்டிலிங்கபுரம், புகளூர், கரூர். (2) த.தியாகமூர்த்தி பாபு, நந்தனார் நகர், கொளந்தபாளையம், பாண்டிலிங்கபுரம், புகளூர், கரூர். (3) மு.மணிகண்டன், நந்தனார் நகர், பாண்டிலிங்கபுரம், புகளூர், கரூர். (43, 1690, 384, 1773)
role-label: துணை அமைப்பாளர்கள் : (413, 1596, 545, 1609)
role-label: அமைப்பாளர் : (783, 1121, 864, 1134)
branch-heading: ஒலப்பணங்காடு கிளை (509, 1691, 659, 1708)
booth-organisers-heading: பாக அமைப்பாளர்கள் : (891, 957, 1016, 971)
branch-heading: ரங்கசாமி நகர் கிளை (517, 1061, 651, 1078)
appointee-details: (1) க.ராமமூர்த்தி, இச்சிக்காட்டூர், கரூர். (2) நா.சதீஷ் குமார், தோப்பூர், கரூர். (3) ம.ரமேஷ், அரிக்காரன்பாளையம், சி.வி. பாளையம், தென்னிலை மேற்கு, கரூர். (1153, 1540, 1494, 1588)
appointment-entry (43, 1487, 384, 1521)
appointee-details: (1) ர.தினேஷ், சின்ன வளைய பாளையம், பாண்டிலிங்கபுரம், அஞ்சூர், புகளூர், கரூர். (2) த.சூர்யா, சின்ன வளையபாளையம், பாண்டிலிங்கபுரம், அஞ்சூர், புகளூர், கரூர். (3) நா.சக்தீவன், சின்ன வளைய பாளையம், பாண்டிலிங்கபுரம், அஞ்சூர், புகளூர், கரூர். (43, 1367, 384, 1449)
appointee-details: கோ.கார்த்திக், ரங்கசாமி நகர், கொளந்த பாளையம், பாண்டிலிங்கபுரம், புகளூர், கரூர். (413, 1088, 754, 1118)
branch-heading: பிள்ளாபாளையம் ஆதி திராவிடர் குடியிருப்பு கிளை (413, 737, 754, 755)
role-label: துணை அமைப்பாளர்கள் : (783, 558, 924, 571)
appointment-entry (43, 1688, 384, 1775)
role-label: துணை அமைப்பாளர்கள்: (783, 1161, 912, 1174)
appointment-entry (783, 1518, 1124, 1552)
role-label: அமைப்பாளர் : (43, 587, 144, 600)
appointee-details: கா.மோகன்குமார், பாப்பாவலசு, பாண்டிலிங்க புரம், அஞ்சூர், புகளூர், கரூர். (413, 441, 754, 471)
role-label: துணை அமைப்பாளர்கள் : (43, 627, 181, 640)
appointment-entry (413, 1449, 754, 1518)
role-label: அமைப்பாளர் : (413, 441, 491, 454)
page-number: 27 (1455, 49, 1500, 86)
appointee-details: சா.சந்தோஷ், பசுபதிபாளையம், மொஞ்சனூர், புகளூர், கரூர். (1153, 717, 1494, 747)
booth-organisers-heading: பாக அமைப்பாளர் : (899, 1632, 1008, 1646)
branch-heading: குப்பகவுண்டன்வலசு கிளை (124, 125, 304, 142)
branch-heading: வேலாயுதம்பாளையம் கிளை (488, 1385, 679, 1402)
booth-organiser-details: மு.ரகுநாதன், 196, குமாரம்பாளையம், தொட்டம்பட்டி, புகளூர், கரூர். (1232, 1397, 1422, 1427)
appointment-entry (43, 769, 384, 839)
appointment-entry (43, 294, 384, 311)
role-label: துணை அமைப்பாளர்கள் : (783, 1797, 932, 1810)
branch-heading: குமாரவலசு குடியிருப்பு கிளை (855, 1239, 1053, 1256)
page-date: சென்னை 14.02.2026 (43, 55, 311, 84)
appointment-entry (1153, 714, 1494, 749)
appointee-details: (1) த.இளவரசன், பசுபதிபாளையம், மொஞ்சனூர், தென்னிலை வழி, மொஞ்சனூர், புகளூர், கரூர். (2) த.பரத்வாஜ், பசுபதிபாளையம், மொஞ்சனூர், தென்னிலை வழி, மொஞ்சனூர், புகளூர், கரூர். (3) நா.வடிவேல், பசுபதிபாளையம், மொஞ்சனூர், புகளூர், கரூர். (1153, 306, 1494, 388)
appointment-entry (413, 802, 754, 888)
appointee-details: து.பிரபு, கொளக்காரம்பாளையம், அஞ்சூர், க.பரமத்தி, புகளூர், கரூர். (43, 876, 384, 906)
role-label: துணை அமைப்பாளர்கள் : (783, 269, 924, 282)
role-label: துணை அமைப்பாளர்கள் : (43, 1852, 189, 1865)
appointment-entry (413, 294, 754, 329)
role-label: அமைப்பாளர் : (783, 1757, 860, 1770)
appointment-entry (43, 1180, 384, 1215)
appointment-entry (783, 1917, 1124, 1952)
appointee-details: த.தங்கவேல்குமார், ஒலப்பணங்காடு, அஞ்சூர், க.பரமத்தி, புகளூர், கரூர். (413, 1718, 754, 1748)
booth-number: பாகம் – 8 (1153, 1358, 1202, 1371)
appointment-entry (783, 678, 1124, 713)
branch-heading: கொளக்காரம்பாளையம் கிளை (114, 849, 314, 867)
newspaper-name: முரசொலி (719, 55, 824, 82)
appointment-entry (1153, 899, 1494, 1003)
appointment-entry (1153, 1078, 1494, 1164)
appointment-entry (1153, 1735, 1494, 1752)
